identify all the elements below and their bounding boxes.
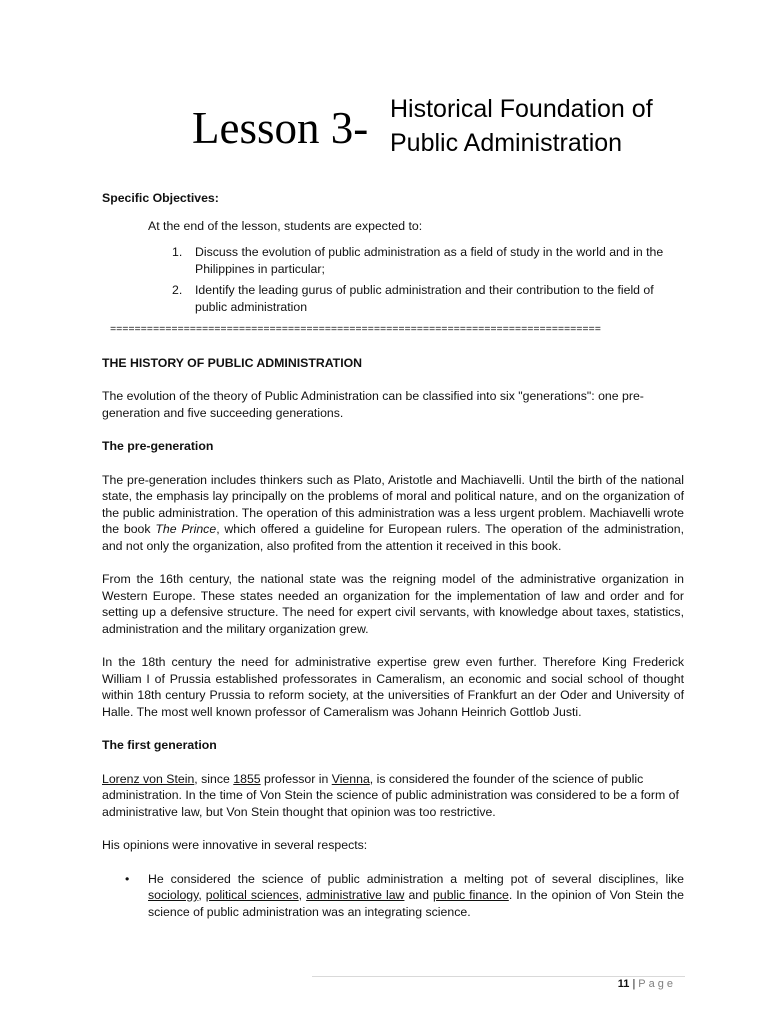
lesson-topic-line-1: Historical Foundation of	[390, 95, 653, 123]
opinions-intro: His opinions were innovative in several respects:	[102, 838, 368, 852]
link-public-finance[interactable]: public finance	[433, 888, 509, 902]
paragraph-text: The pre-generation includes thinkers such as Plato, Aristotle and Machiavelli. Until the birth of the national state, the emphasis lay principally on the problems of moral and political nature, and on the organization of the public administration. The operation of this administration was a less urgent problem. Machiavelli wrote the book	[102, 472, 684, 536]
pre-generation-heading: The pre-generation	[102, 439, 214, 453]
paragraph-text: He considered the science of public administration a melting pot of several disciplines, like	[148, 871, 684, 886]
history-intro-paragraph: The evolution of the theory of Public Administration can be classified into six "generations": one pre-generation and five succeeding generations.	[102, 389, 644, 420]
paragraph-text: ,	[198, 888, 206, 902]
paragraph-text: , since	[194, 771, 234, 786]
objectives-heading: Specific Objectives:	[102, 191, 219, 205]
list-item	[125, 871, 684, 921]
pre-generation-paragraph-3: In the 18th century the need for administrative expertise grew even further. Therefore King Frederick William I of Prussia established professorates in Cameralism, an economic and social school of thought within 18th century Prussia to reform society, at the universities of Frankfurt an der Oder and University of Halle. The most well known professor of Cameralism was Johann Heinrich Gottlob Justi.	[102, 655, 684, 719]
lesson-title	[192, 92, 712, 172]
link-vienna[interactable]: Vienna	[331, 771, 370, 786]
pre-generation-paragraph-1	[102, 472, 684, 555]
footer-divider	[312, 976, 685, 977]
first-generation-heading: The first generation	[102, 738, 217, 752]
link-1855[interactable]: 1855	[233, 771, 261, 786]
history-heading: THE HISTORY OF PUBLIC ADMINISTRATION	[102, 355, 363, 370]
first-generation-paragraph	[102, 771, 684, 821]
list-item-number: 1.	[172, 245, 183, 259]
link-sociology[interactable]: sociology	[148, 888, 199, 902]
paragraph-text: professor in	[260, 771, 332, 786]
book-title: The Prince	[155, 522, 217, 536]
document-body	[102, 190, 684, 920]
list-item	[172, 244, 684, 277]
list-item-text: Discuss the evolution of public administration as a field of study in the world and in the Philippines in particular;	[195, 245, 664, 276]
paragraph-text: . In the opinion of Von Stein the science of public administration was an integrating science.	[148, 888, 684, 919]
page-footer	[618, 978, 676, 990]
paragraph-text: , is considered the founder of the science of public administration. In the time of Von Stein the science of public administration was considered to be a form of administrative law, but Von Stein thought that opinion was too restrictive.	[102, 771, 679, 819]
list-item	[172, 282, 684, 315]
objectives-intro: At the end of the lesson, students are expected to:	[148, 218, 423, 233]
paragraph-text: ,	[298, 888, 307, 902]
objectives-list	[102, 244, 684, 315]
opinions-list	[102, 871, 684, 921]
page-number: 11	[617, 978, 630, 990]
pre-generation-paragraph-2: From the 16th century, the national state was the reigning model of the administrative organization in Western Europe. These states needed an organization for the implementation of law and order and for setting up a defensive structure. The need for expert civil servants, with knowledge about taxes, statistics, administration and the military organization grew.	[102, 572, 684, 636]
bullet-icon: •	[125, 871, 130, 886]
lesson-topic-line-2: Public Administration	[390, 129, 623, 157]
list-item-number: 2.	[172, 283, 183, 297]
link-administrative-law[interactable]: administrative law	[306, 888, 405, 902]
footer-separator: |	[632, 978, 636, 990]
section-separator: ================================================================================	[110, 324, 601, 336]
paragraph-text: and	[404, 888, 434, 902]
paragraph-text: , which offered a guideline for European rulers. The operation of the administration, and not only the organization, also profited from the attention it received in this book.	[102, 522, 685, 553]
page-label: Page	[638, 978, 676, 990]
lesson-number: Lesson 3-	[192, 103, 369, 153]
link-lorenz-von-stein[interactable]: Lorenz von Stein	[102, 771, 195, 786]
lesson-topic	[390, 92, 653, 160]
link-political-sciences[interactable]: political sciences	[205, 888, 299, 902]
list-item-text: Identify the leading gurus of public administration and their contribution to the field of public administration	[195, 283, 654, 314]
